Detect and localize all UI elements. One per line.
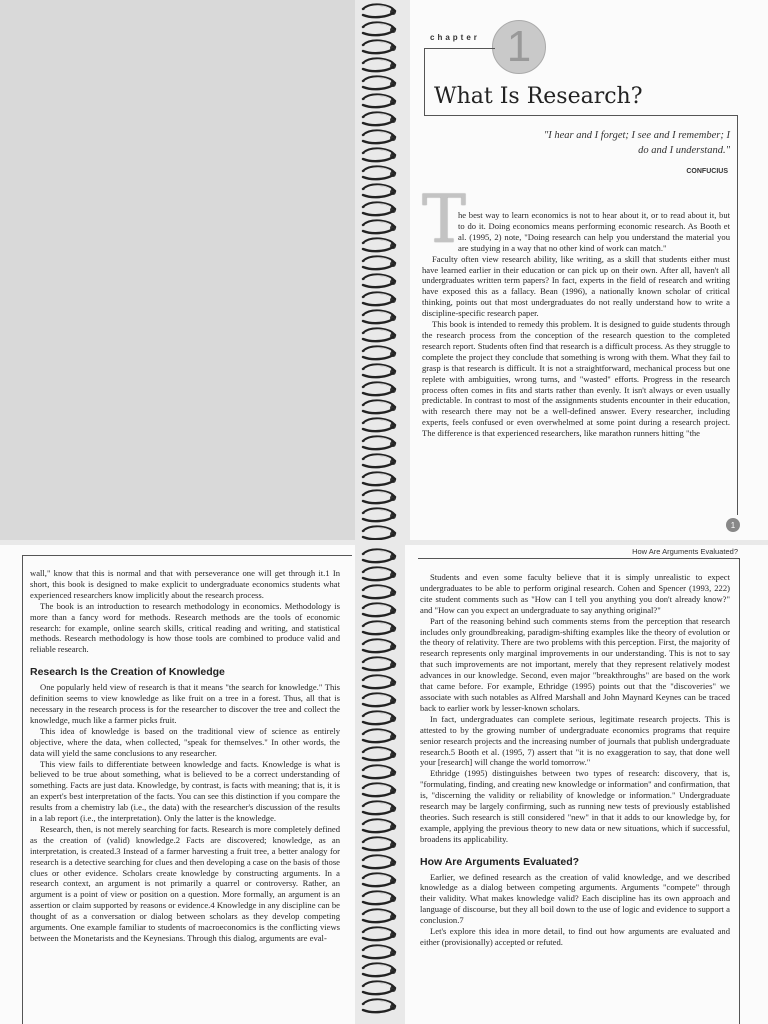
spiral-coil <box>363 293 396 306</box>
spiral-coil <box>363 437 396 450</box>
chapter-rule <box>425 48 495 49</box>
spiral-coil <box>363 455 396 468</box>
spiral-coil <box>363 856 396 869</box>
paragraph: Faculty often view research ability, like writing, as a skill that students either must have learned earlier in their education or can pick up on their own. After all, haven't all undergraduates written term papers? In fact, experts in the field of research and writing have exposed this as a fallacy. Bean (1996), a nationally known scholar of critical thinking, points out that most undergraduates do not really understand how to write a discipline-specific research paper. <box>422 253 730 319</box>
spiral-coil <box>363 149 396 162</box>
page-number-badge: 1 <box>726 518 740 532</box>
spiral-coil <box>363 221 396 234</box>
paragraph: Let's explore this idea in more detail, to find out how arguments are evaluated and either (provisionally) accepted or refuted. <box>420 926 730 947</box>
blank-left-area <box>0 0 355 540</box>
spiral-coil <box>363 185 396 198</box>
page-right-rule <box>737 115 738 515</box>
spiral-coil <box>363 383 396 396</box>
spiral-coil <box>363 676 396 689</box>
paragraph: Part of the reasoning behind such comments stems from the perception that research includes only groundbreaking, paradigm-shifting examples like the theory of evolution or the theory of relativity. There are two problems with this perception. First, the majority of research represents only marginal improvements in our understanding. This is not to say that such improvements are not important, merely that they represent relatively modest advances in our knowledge. Second, even major "breakthroughs" are based on the work that came before. For example, Ethridge (1995) points out that the "discoveries" we associate with such notables as Alfred Marshall and John Maynard Keynes can be traced back to earlier work by lesser-known scholars. <box>420 615 730 713</box>
section-heading: How Are Arguments Evaluated? <box>420 855 580 868</box>
chapter-title: What Is Research? <box>434 84 643 109</box>
section-heading: Research Is the Creation of Knowledge <box>30 666 225 679</box>
title-rule <box>424 115 738 116</box>
spiral-coil <box>363 586 396 599</box>
spiral-coil <box>363 167 396 180</box>
spiral-coil <box>363 41 396 54</box>
drop-cap-letter: T <box>422 181 467 258</box>
paragraph: In fact, undergraduates can complete serious, legitimate research projects. This is attested to by the growing number of undergraduate economics programs that require senior research projects and the increasing number of journals that publish undergraduate research.5 Booth et al. (1995, 7) assert that "it is no exaggeration to say, that done well your [research] will change the world tomorrow." <box>420 713 730 768</box>
spiral-coil <box>363 766 396 779</box>
chapter-label: chapter <box>430 33 480 42</box>
spiral-coil <box>363 784 396 797</box>
chapter-rule-vertical <box>424 48 425 116</box>
spiral-coil <box>363 311 396 324</box>
paragraph: This idea of knowledge is based on the traditional view of science as entirely objective, where the data, when collected, "speak for themselves." In other words, the data will yield the same conclusions to any researcher. <box>30 725 340 758</box>
spiral-binding-top <box>355 0 407 540</box>
paragraph: Students and even some faculty believe that it is simply unrealistic to expect undergraduates to be able to perform original research. Cohen and Spencer (1993, 222) cite student comments such as "How can I tell you anything you don't already know?" and "How can you expect an undergraduate to say anything original?" <box>420 572 730 615</box>
spiral-coil <box>363 874 396 887</box>
spiral-coils-icon <box>355 0 407 540</box>
spiral-coil <box>363 131 396 144</box>
spiral-coil <box>363 820 396 833</box>
chapter-body-text <box>422 210 730 439</box>
paragraph: Research, then, is not merely searching for facts. Research is more completely defined as the creation of (valid) knowledge.2 Facts are discovered; knowledge, as an interpretation, is created.3 Instead of a farmer harvesting a fruit tree, a better analogy for research is a detective searching for clues and then developing a case on the basis of those clues or other evidence. Scholars create knowledge by constructing arguments. In a research context, an argument is not primarily a quarrel or controversy. Rather, an argument is a point of view or position on a question. More formally, an argument is an assertion or claim supported by reasons or evidence.4 Knowledge in any discipline can be thought of as a conversation or dialog between scholars as they develop competing arguments. One example familiar to students of macroeconomics is the conflicting views between the Monetarists and the Keynesians. Through this dialog, arguments are eval- <box>30 823 340 943</box>
paragraph: One popularly held view of research is that it means "the search for knowledge." This definition seems to view knowledge as like fruit on a tree in a forest. Thus, all that is necessary in the research process is for the researcher to discover the tree and collect the knowledge, much like a farmer picks fruit. <box>30 682 340 725</box>
spiral-coil <box>363 946 396 959</box>
spiral-coil <box>363 527 396 540</box>
spiral-coil <box>363 257 396 270</box>
paragraph: wall," know that this is normal and that with perseverance one will get through it.1 In short, this book is designed to make explicit to undergraduate economics students what experienced researchers know implicitly about the research process. <box>30 568 340 600</box>
spiral-coil <box>363 802 396 815</box>
page-top-rule <box>418 558 740 559</box>
epigraph-author: CONFUCIUS <box>686 168 728 175</box>
spiral-coil <box>363 473 396 486</box>
spiral-coil <box>363 347 396 360</box>
spiral-coil <box>363 239 396 252</box>
spiral-coil <box>363 419 396 432</box>
spiral-coil <box>363 982 396 995</box>
running-head: How Are Arguments Evaluated? <box>632 547 738 556</box>
spiral-coil <box>363 203 396 216</box>
spiral-coil <box>363 892 396 905</box>
page-left-rule <box>22 555 23 1024</box>
spiral-coil <box>363 329 396 342</box>
spiral-coil <box>363 77 396 90</box>
spiral-coils-icon <box>355 545 407 1024</box>
spiral-coil <box>363 365 396 378</box>
spiral-coil <box>363 491 396 504</box>
chapter-number-badge: 1 <box>492 20 546 74</box>
spiral-coil <box>363 5 396 18</box>
spiral-coil <box>363 748 396 761</box>
paragraph: Earlier, we defined research as the creation of valid knowledge, and we described knowledge as a dialog between competing arguments. Arguments "compete" through their validity. What makes knowledge valid? Each discipline has its own approach and language of discourse, but they all boil down to the use of logic and evidence to support a conclusion.7 <box>420 871 730 926</box>
spiral-coil <box>363 928 396 941</box>
paragraph: he best way to learn economics is not to hear about it, or to read about it, but to do it. Doing economics means performing economic research. As Booth et al. (1995, 2) note, "Doing research can help you understand the material you are studying in a way that no other kind of work can match." <box>458 210 730 253</box>
paragraph: This book is intended to remedy this problem. It is designed to guide students through the research process from the conception of the research question to the completed research report. Students often find that research is a difficult process. As they struggle to complete the project they conclude that something is wrong with them. What they fail to grasp is that research is difficult. It is not a straightforward, mechanical process but one replete with ambiguities, wrong turns, and "wasted" efforts. Progress in the research process often comes in fits and starts rather than evenly. It isn't always or even usually predictable. In contrast to most of the assignments students encounter in their education, with research there may not be a well-defined answer. Every researcher, including experts, feels confused or even overwhelmed at some point during a research project. The difference is that experienced researchers, like marathon runners hitting "the <box>422 319 730 439</box>
spiral-coil <box>363 730 396 743</box>
spiral-coil <box>363 275 396 288</box>
spiral-coil <box>363 95 396 108</box>
spiral-coil <box>363 113 396 126</box>
spiral-coil <box>363 1000 396 1013</box>
spiral-coil <box>363 640 396 653</box>
spiral-coil <box>363 604 396 617</box>
spiral-coil <box>363 23 396 36</box>
paragraph: Ethridge (1995) distinguishes between two types of research: discovery, that is, "formulating, finding, and creating new knowledge or information" and confirmation, that is, "discerning the validity or reliability of knowledge or information." Undergraduate research may be largely confirming, such as running new tests of previously established theories. Such research is still considered "new" in that it adds to our knowledge by, for example, applying the previous theory to new data or new situations, which if successful, broadens its applicability. <box>420 768 730 844</box>
spiral-coil <box>363 622 396 635</box>
spiral-coil <box>363 712 396 725</box>
spiral-coil <box>363 568 396 581</box>
page-body-text <box>30 568 340 944</box>
spiral-coil <box>363 838 396 851</box>
spiral-coil <box>363 509 396 522</box>
page-top-rule <box>22 555 352 556</box>
paragraph: This view fails to differentiate between knowledge and facts. Knowledge is what is believed to be true about something, what is believed to be a correct understanding of something. Facts are just data. Knowledge, by contrast, is facts with meaning; that is, it is an expert's best interpretation of the facts. You can see this distinction if you compare the results from a chemistry lab (i.e., the data) with the researcher's discussion of the results in a lab report (i.e., the interpretation). Only the latter is the knowledge. <box>30 758 340 824</box>
page-right-rule <box>739 558 740 1024</box>
spiral-binding-bottom <box>355 545 407 1024</box>
spiral-coil <box>363 964 396 977</box>
spiral-coil <box>363 59 396 72</box>
spiral-coil <box>363 910 396 923</box>
spiral-coil <box>363 401 396 414</box>
spiral-coil <box>363 658 396 671</box>
spiral-coil <box>363 694 396 707</box>
spiral-coil <box>363 550 396 563</box>
page-body-text <box>420 572 730 948</box>
paragraph: The book is an introduction to research methodology in economics. Methodology is more than a fancy word for methods. Research methods are the tools of economic research: for example, online search skills, critical reading and writing, and statistical methods. Research methodology is how those tools are combined to produce valid and reliable research. <box>30 600 340 655</box>
epigraph-quote: "I hear and I forget; I see and I remember; I do and I understand." <box>543 130 730 156</box>
